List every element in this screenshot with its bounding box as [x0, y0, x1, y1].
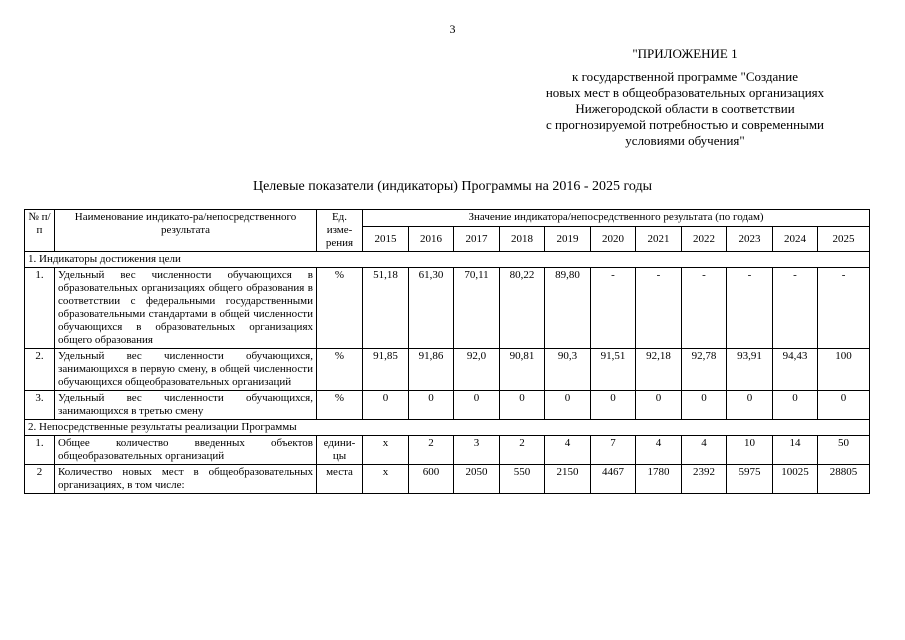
section-row	[25, 420, 870, 436]
header-year: 2024	[773, 227, 818, 252]
row-value: 90,81	[500, 349, 545, 391]
row-value: 0	[682, 391, 727, 420]
row-value: 4467	[591, 465, 636, 494]
section-title: 1. Индикаторы достижения цели	[25, 252, 870, 268]
header-year: 2018	[500, 227, 545, 252]
row-num: 1.	[25, 268, 55, 349]
appendix-line: с прогнозируемой потребностью и современными	[545, 117, 825, 132]
row-value: 89,80	[545, 268, 591, 349]
row-value: 70,11	[454, 268, 500, 349]
row-unit: едини-цы	[317, 436, 363, 465]
row-value: 4	[636, 436, 682, 465]
appendix-heading: "ПРИЛОЖЕНИЕ 1	[632, 46, 738, 61]
row-value: 90,3	[545, 349, 591, 391]
row-value: 0	[454, 391, 500, 420]
row-value: 91,85	[363, 349, 409, 391]
row-name: Удельный вес численности обучающихся, занимающихся в третью смену	[55, 391, 317, 420]
row-value: 10	[727, 436, 773, 465]
appendix-line: к государственной программе "Создание	[572, 69, 798, 84]
row-value: -	[818, 268, 870, 349]
row-name: Удельный вес численности обучающихся, занимающихся в первую смену, в общей численности обучающихся общеобразовательных организаций	[55, 349, 317, 391]
document-title: Целевые показатели (индикаторы) Программы на 2016 - 2025 годы	[252, 179, 653, 194]
header-year: 2017	[454, 227, 500, 252]
row-name: Количество новых мест в общеобразовательных организациях, в том числе:	[55, 465, 317, 494]
header-year: 2016	[409, 227, 454, 252]
row-value: 0	[727, 391, 773, 420]
row-value: 2050	[454, 465, 500, 494]
row-value: 80,22	[500, 268, 545, 349]
header-unit: Ед. изме-рения	[317, 210, 363, 252]
row-value: -	[727, 268, 773, 349]
row-value: 91,86	[409, 349, 454, 391]
table-body	[25, 210, 870, 494]
row-value: -	[682, 268, 727, 349]
table-row	[25, 465, 870, 494]
row-value: 4	[545, 436, 591, 465]
row-value: х	[363, 436, 409, 465]
row-value: 3	[454, 436, 500, 465]
row-value: 92,0	[454, 349, 500, 391]
header-year: 2021	[636, 227, 682, 252]
row-value: 61,30	[409, 268, 454, 349]
appendix-line: условиями обучения"	[625, 133, 745, 148]
row-value: 600	[409, 465, 454, 494]
header-year: 2020	[591, 227, 636, 252]
header-values: Значение индикатора/непосредственного результата (по годам)	[363, 210, 870, 227]
row-value: 50	[818, 436, 870, 465]
table-row	[25, 268, 870, 349]
table-row	[25, 349, 870, 391]
row-value: 91,51	[591, 349, 636, 391]
row-value: 2	[500, 436, 545, 465]
row-value: 2392	[682, 465, 727, 494]
row-unit: %	[317, 268, 363, 349]
row-value: 5975	[727, 465, 773, 494]
row-value: 92,18	[636, 349, 682, 391]
row-unit: места	[317, 465, 363, 494]
row-value: 14	[773, 436, 818, 465]
row-value: 7	[591, 436, 636, 465]
row-value: 51,18	[363, 268, 409, 349]
header-year: 2015	[363, 227, 409, 252]
row-value: 550	[500, 465, 545, 494]
header-name: Наименование индикато-ра/непосредственного результата	[55, 210, 317, 252]
row-value: 94,43	[773, 349, 818, 391]
row-value: 0	[591, 391, 636, 420]
row-num: 2.	[25, 349, 55, 391]
header-year: 2022	[682, 227, 727, 252]
row-value: -	[773, 268, 818, 349]
row-value: 10025	[773, 465, 818, 494]
appendix-header	[490, 46, 880, 149]
appendix-line: новых мест в общеобразовательных организациях	[545, 85, 825, 100]
row-num: 1.	[25, 436, 55, 465]
row-value: 0	[773, 391, 818, 420]
header-year: 2025	[818, 227, 870, 252]
row-value: 2	[409, 436, 454, 465]
table-row	[25, 436, 870, 465]
row-value: 93,91	[727, 349, 773, 391]
page-number: 3	[449, 22, 456, 36]
row-value: 100	[818, 349, 870, 391]
row-value: 0	[818, 391, 870, 420]
row-num: 2	[25, 465, 55, 494]
table-row	[25, 391, 870, 420]
row-value: 0	[545, 391, 591, 420]
row-value: 0	[409, 391, 454, 420]
row-unit: %	[317, 391, 363, 420]
table-header-row	[25, 210, 870, 227]
row-unit: %	[317, 349, 363, 391]
row-value: 0	[363, 391, 409, 420]
row-name: Удельный вес численности обучающихся в образовательных организациях общего образования в соответствии с федеральными государственными образовательными стандартами в общей численности обучающихся в образовательных организациях общего образования	[55, 268, 317, 349]
row-value: 1780	[636, 465, 682, 494]
row-value: -	[636, 268, 682, 349]
header-num: № п/п	[25, 210, 55, 252]
header-year: 2023	[727, 227, 773, 252]
indicators-table	[24, 209, 870, 494]
row-value: х	[363, 465, 409, 494]
row-value: 0	[500, 391, 545, 420]
row-name: Общее количество введенных объектов общеобразовательных организаций	[55, 436, 317, 465]
row-value: 0	[636, 391, 682, 420]
row-value: 4	[682, 436, 727, 465]
row-value: 92,78	[682, 349, 727, 391]
row-num: 3.	[25, 391, 55, 420]
row-value: -	[591, 268, 636, 349]
row-value: 28805	[818, 465, 870, 494]
section-title: 2. Непосредственные результаты реализации Программы	[25, 420, 870, 436]
section-row	[25, 252, 870, 268]
header-year: 2019	[545, 227, 591, 252]
appendix-line: Нижегородской области в соответствии	[575, 101, 795, 116]
row-value: 2150	[545, 465, 591, 494]
